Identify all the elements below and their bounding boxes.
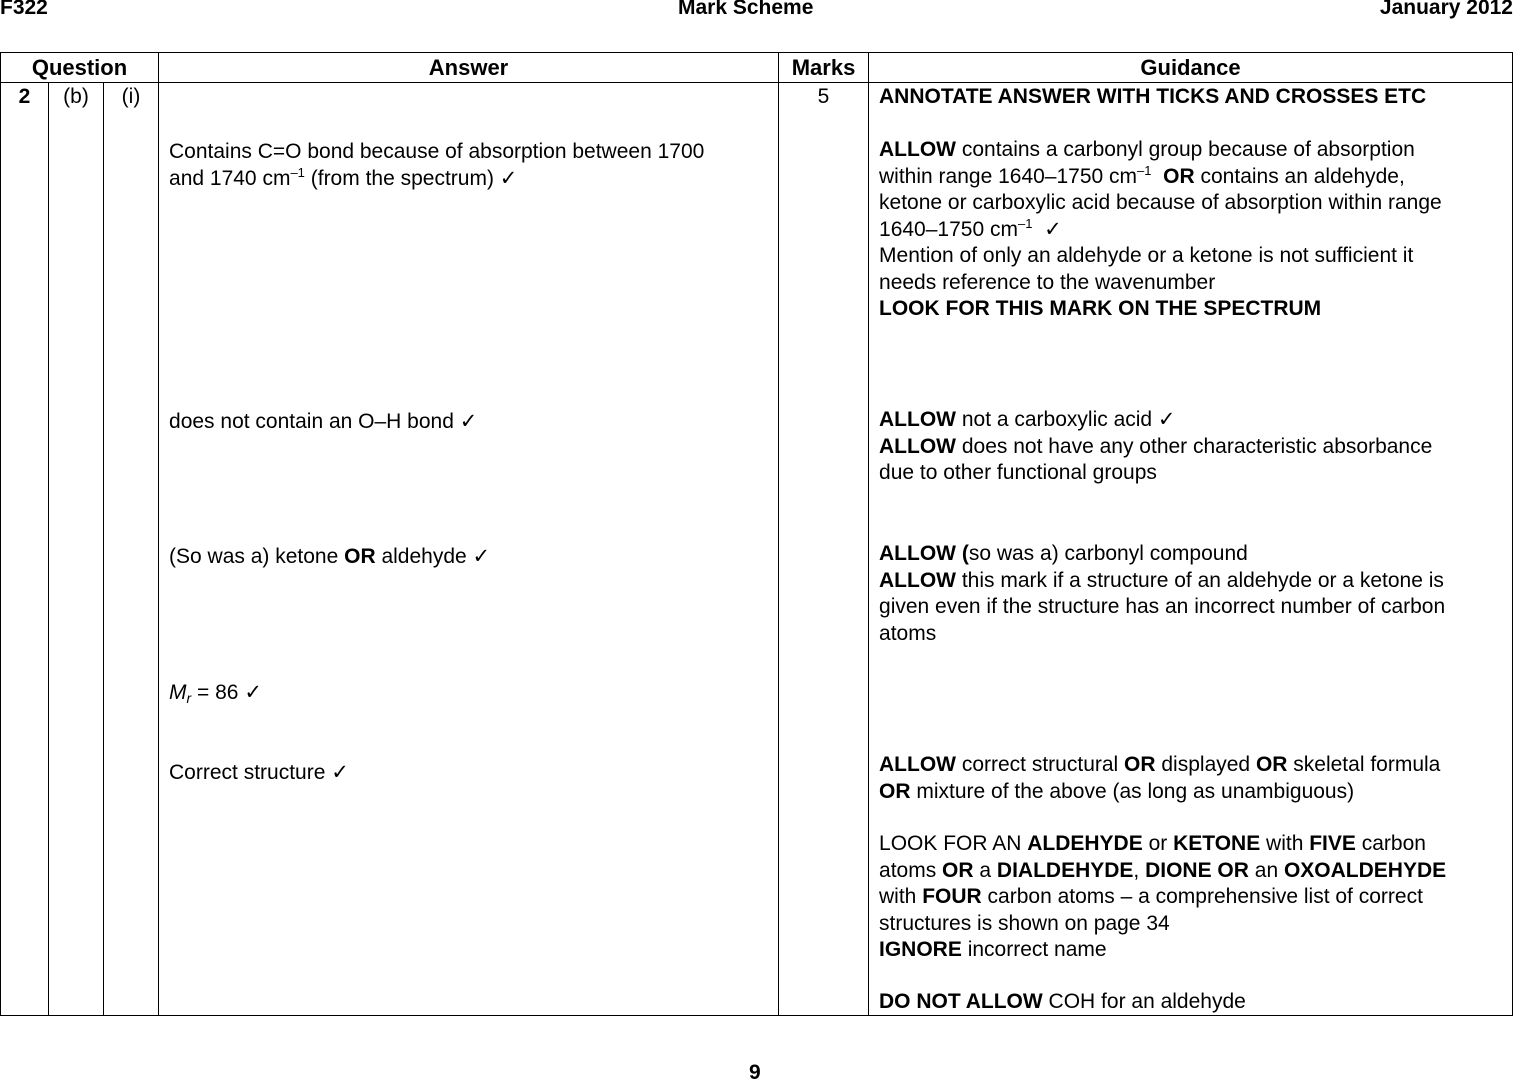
answer-ketone-aldehyde: (So was a) ketone OR aldehyde ✓ — [169, 545, 491, 568]
answer-cell — [159, 83, 779, 1016]
guidance-look-for: LOOK FOR AN ALDEHYDE or KETONE with FIVE carbon atoms OR a DIALDEHYDE, DIONE OR an OXOALDEHYDE with FOUR carbon atoms – a comprehensive list of correct structures is shown on page 34 IGNORE incorrect name — [879, 832, 1447, 961]
answer-column-header: Answer — [159, 53, 779, 83]
guidance-column-header: Guidance — [869, 53, 1513, 83]
answer-no-oh-bond: does not contain an O–H bond ✓ — [169, 410, 478, 433]
question-subpart: (i) — [104, 83, 159, 1016]
marks-cell: 5 — [779, 83, 869, 1016]
document-date: January 2012 — [1379, 0, 1513, 19]
page-number: 9 — [749, 1061, 761, 1084]
question-part: (b) — [49, 83, 104, 1016]
table-header-row — [1, 53, 1513, 83]
answer-relative-mass: $M_r = 86$ ✓ — [169, 681, 262, 706]
guidance-structure-formula: ALLOW correct structural OR displayed OR skeletal formula OR mixture of the above (as long as unambiguous) — [879, 753, 1441, 803]
guidance-no-oh: ALLOW not a carboxylic acid ✓ ALLOW does not have any other characteristic absorbance due to other functional groups — [879, 408, 1433, 484]
guidance-cell — [869, 83, 1513, 1016]
question-column-header: Question — [1, 53, 159, 83]
table-row — [1, 83, 1513, 1016]
answer-carbonyl-bond: Contains C=O bond because of absorption between 1700 and 1740 $cm^{-1}$ (from the spectrum) ✓ — [169, 140, 705, 190]
guidance-carbonyl: ALLOW contains a carbonyl group because of absorption within range 1640–1750 $cm^{-1}$ OR contains an aldehyde, ketone or carboxylic acid because of absorption within range 1640–1750 $cm^{-1}$ ✓ Mention of only an aldehyde or a ketone is not sufficient it needs reference to the wavenumber LOOK FOR THIS MARK ON THE SPECTRUM — [879, 138, 1442, 320]
document-title: Mark Scheme — [678, 0, 814, 19]
guidance-carbonyl-compound: ALLOW (so was a) carbonyl compound ALLOW this mark if a structure of an aldehyde or a ketone is given even if the structure has an incorrect number of carbon atoms — [879, 542, 1446, 645]
answer-correct-structure: Correct structure ✓ — [169, 761, 349, 784]
marks-column-header: Marks — [779, 53, 869, 83]
guidance-annotate: ANNOTATE ANSWER WITH TICKS AND CROSSES ETC — [879, 85, 1427, 108]
mark-scheme-table — [0, 52, 1513, 1016]
question-number: 2 — [1, 83, 49, 1016]
paper-code: F322 — [0, 0, 48, 19]
guidance-do-not-allow: DO NOT ALLOW COH for an aldehyde — [879, 990, 1246, 1013]
